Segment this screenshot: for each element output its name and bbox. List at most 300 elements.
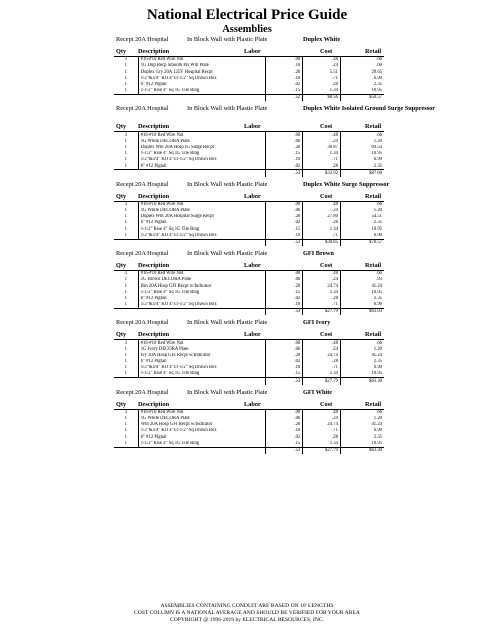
total-labor: .53 — [265, 309, 303, 316]
labor-cell: .00 — [265, 271, 303, 277]
description-cell: 6" #12 Pigtail — [138, 220, 265, 226]
total-row — [114, 378, 384, 385]
qty-cell: 1 — [114, 88, 138, 95]
retail-cell: 6.90 — [373, 157, 382, 163]
page-footer — [0, 603, 494, 624]
total-spacer — [114, 239, 138, 246]
cost-header: Cost — [320, 400, 333, 408]
qty-cell: 1 — [114, 428, 138, 434]
total-spacer — [114, 378, 138, 385]
mounting-type: In Block Wall with Plastic Plate — [187, 319, 268, 327]
qty-cell: 1 — [114, 145, 138, 151]
total-retail: $63.03 — [340, 309, 384, 316]
qty-cell: 1 — [114, 139, 138, 145]
column-header — [0, 47, 494, 57]
description-header: Description — [138, 400, 170, 408]
labor-cell: .10 — [265, 157, 303, 163]
qty-cell: 1 — [114, 233, 138, 240]
description-header: Description — [138, 261, 170, 269]
cost-cell: .28 — [303, 296, 341, 302]
description-cell: #16-#10 Red Wire Nut — [138, 271, 265, 277]
qty-cell: 3 — [114, 410, 138, 416]
section-header — [0, 105, 494, 122]
retail-cell: 10.95 — [371, 226, 382, 232]
receptacle-type: Recept 20A Hospital — [116, 105, 169, 113]
total-cost: $27.79 — [303, 378, 341, 385]
qty-cell: 3 — [114, 57, 138, 63]
labor-cell: .02 — [265, 434, 303, 440]
description-cell: 1G White DECORA Plate — [138, 208, 265, 214]
total-spacer — [114, 309, 138, 316]
total-labor: .53 — [265, 239, 303, 246]
cost-cell: 24.74 — [303, 353, 341, 359]
labor-cell: .06 — [265, 208, 303, 214]
retail-header: Retail — [365, 48, 382, 55]
table-row — [114, 163, 384, 170]
labor-cell: .02 — [265, 82, 303, 88]
section-header — [0, 250, 494, 261]
retail-cell: 2.35 — [373, 163, 382, 169]
receptacle-type: Recept 20A Hospital — [116, 180, 169, 188]
qty-cell: 1 — [114, 157, 138, 163]
items-table — [114, 57, 384, 101]
description-cell: 6" #12 Pigtail — [138, 163, 265, 170]
retail-cell: 29.65 — [371, 69, 382, 75]
description-cell: #16-#10 Red Wire Nut — [138, 57, 265, 63]
labor-cell: .20 — [265, 283, 303, 289]
qty-cell: 1 — [114, 296, 138, 302]
cost-cell: 24.74 — [303, 422, 341, 428]
assembly-name: Duplex White — [303, 36, 341, 43]
cost-cell: 5.51 — [303, 69, 341, 75]
retail-cell: 69.54 — [371, 144, 382, 150]
total-row — [114, 239, 384, 246]
retail-cell: .66 — [376, 132, 382, 138]
retail-cell: 41.24 — [371, 352, 382, 358]
cost-cell: .28 — [303, 82, 341, 88]
description-header: Description — [138, 331, 170, 339]
assembly-name: GFI White — [303, 388, 333, 396]
qty-cell: 1 — [114, 76, 138, 82]
assembly-section — [0, 181, 494, 250]
qty-cell: 1 — [114, 346, 138, 352]
footer-copyright: COPYRIGHT @ 1996-2019 by ELECTRICAL RESOURCES, INC. — [169, 617, 324, 623]
qty-header: Qty — [116, 48, 127, 55]
labor-cell: .20 — [265, 422, 303, 428]
description-cell: 1G Dup Recp Smooth Pls Wht Plate — [138, 63, 265, 69]
assembly-section — [0, 389, 494, 454]
qty-cell: 1 — [114, 277, 138, 283]
retail-cell: 10.95 — [371, 151, 382, 157]
retail-cell: 6.90 — [373, 302, 382, 308]
labor-cell: .02 — [265, 163, 303, 170]
cost-header: Cost — [320, 123, 333, 131]
total-labor: .53 — [265, 170, 303, 177]
retail-cell: 41.24 — [371, 422, 382, 428]
table-row — [114, 302, 384, 309]
description-header: Description — [138, 192, 170, 200]
total-cost: $30.85 — [303, 239, 341, 246]
qty-cell: 3 — [114, 340, 138, 346]
description-cell: 6" #12 Pigtail — [138, 434, 265, 440]
qty-cell: 1 — [114, 365, 138, 371]
total-row — [114, 447, 384, 454]
page-title: National Electrical Price Guide — [146, 7, 348, 23]
cost-cell: .48 — [303, 271, 341, 277]
section-header — [0, 319, 494, 330]
description-cell: Duplex Wht 20A Hosp IG Surge Recpt — [138, 145, 265, 151]
labor-cell: .20 — [265, 214, 303, 220]
description-cell: 1G White DECORA Plate — [138, 416, 265, 422]
qty-cell: 1 — [114, 353, 138, 359]
description-cell: 1/2"&3/4" KO 4"x1-1/2" Sq Drawn Box — [138, 302, 265, 309]
cost-cell: .28 — [303, 434, 341, 440]
labor-cell: .15 — [265, 290, 303, 296]
description-cell: #16-#10 Red Wire Nut — [138, 410, 265, 416]
total-spacer — [138, 309, 265, 316]
total-cost: $33.92 — [303, 170, 341, 177]
qty-cell: 1 — [114, 416, 138, 422]
qty-cell: 1 — [114, 226, 138, 232]
items-table — [114, 132, 384, 176]
cost-cell: .24 — [303, 139, 341, 145]
cost-cell: .71 — [303, 365, 341, 371]
cost-header: Cost — [320, 331, 333, 339]
description-cell: 1/2"&3/4" KO 4"x1-1/2" Sq Drawn Box — [138, 365, 265, 371]
retail-cell: 10.95 — [371, 371, 382, 377]
cost-cell: .71 — [303, 233, 341, 240]
labor-header: Labor — [244, 123, 261, 131]
qty-cell: 1 — [114, 359, 138, 365]
cost-cell: 1.34 — [303, 371, 341, 378]
retail-cell: .66 — [376, 201, 382, 207]
cost-cell: .48 — [303, 57, 341, 63]
description-cell: #16-#10 Red Wire Nut — [138, 202, 265, 208]
labor-cell: .10 — [265, 233, 303, 240]
retail-cell: 6.90 — [373, 365, 382, 371]
qty-header: Qty — [116, 261, 127, 269]
retail-header: Retail — [365, 261, 382, 269]
description-cell: 1/2"&3/4" KO 4"x1-1/2" Sq Drawn Box — [138, 76, 265, 82]
assembly-name: GFI Brown — [303, 249, 334, 257]
labor-cell: .02 — [265, 296, 303, 302]
column-header — [0, 192, 494, 202]
qty-cell: 1 — [114, 163, 138, 170]
description-cell: 1G Brown DECORA Plate — [138, 277, 265, 283]
retail-cell: 54.51 — [371, 214, 382, 220]
total-spacer — [138, 170, 265, 177]
total-retail: $63.30 — [340, 378, 384, 385]
labor-cell: .15 — [265, 151, 303, 157]
qty-cell: 1 — [114, 302, 138, 309]
total-labor: .53 — [265, 447, 303, 454]
section-header — [0, 36, 494, 47]
cost-cell: .48 — [303, 340, 341, 346]
description-cell: Duplex Gry 20A 125V Hospital Recpt — [138, 69, 265, 75]
total-spacer — [138, 95, 265, 102]
labor-header: Labor — [244, 192, 261, 200]
qty-cell: 1 — [114, 422, 138, 428]
cost-cell: .48 — [303, 202, 341, 208]
description-cell: 1-1/2" Rise 4" Sq 1G Tile Ring — [138, 151, 265, 157]
qty-cell: 1 — [114, 290, 138, 296]
mounting-type: In Block Wall with Plastic Plate — [187, 249, 268, 257]
description-header: Description — [138, 48, 170, 55]
total-spacer — [114, 170, 138, 177]
cost-cell: .28 — [303, 220, 341, 226]
retail-header: Retail — [365, 123, 382, 131]
qty-cell: 1 — [114, 208, 138, 214]
cost-cell: 1.34 — [303, 441, 341, 448]
total-retail: $76.57 — [340, 239, 384, 246]
page-subtitle: Assemblies — [222, 24, 272, 35]
qty-cell: 1 — [114, 63, 138, 69]
qty-header: Qty — [116, 331, 127, 339]
qty-header: Qty — [116, 400, 127, 408]
cost-cell: .28 — [303, 359, 341, 365]
cost-header: Cost — [320, 261, 333, 269]
mounting-type: In Block Wall with Plastic Plate — [187, 105, 268, 113]
items-table — [114, 410, 384, 454]
cost-cell: 24.74 — [303, 283, 341, 289]
retail-cell: 1.20 — [373, 138, 382, 144]
qty-cell: 1 — [114, 151, 138, 157]
retail-cell: 6.90 — [373, 232, 382, 238]
cost-cell: .71 — [303, 428, 341, 434]
total-labor: .53 — [265, 378, 303, 385]
retail-cell: 2.35 — [373, 434, 382, 440]
cost-cell: .24 — [303, 346, 341, 352]
cost-cell: .28 — [303, 163, 341, 170]
retail-cell: 1.20 — [373, 346, 382, 352]
retail-cell: 10.95 — [371, 88, 382, 94]
labor-cell: .06 — [265, 277, 303, 283]
assembly-section — [0, 250, 494, 319]
labor-cell: .00 — [265, 340, 303, 346]
cost-cell: 1.34 — [303, 88, 341, 95]
labor-cell: .02 — [265, 359, 303, 365]
assembly-section — [0, 36, 494, 105]
assembly-section — [0, 105, 494, 180]
receptacle-type: Recept 20A Hospital — [116, 319, 169, 327]
qty-cell: 1 — [114, 441, 138, 448]
description-cell: 1/2"&3/4" KO 4"x1-1/2" Sq Drawn Box — [138, 233, 265, 240]
description-cell: 6" #12 Pigtail — [138, 359, 265, 365]
description-cell: 1G White DECORA Plate — [138, 139, 265, 145]
retail-cell: 10.95 — [371, 289, 382, 295]
mounting-type: In Block Wall with Plastic Plate — [187, 180, 268, 188]
retail-cell: 1.20 — [373, 208, 382, 214]
labor-header: Labor — [244, 48, 261, 55]
description-cell: 6" #12 Pigtail — [138, 296, 265, 302]
retail-header: Retail — [365, 331, 382, 339]
cost-cell: .24 — [303, 277, 341, 283]
column-header — [0, 261, 494, 271]
total-cost: $8.56 — [303, 95, 341, 102]
labor-cell: .00 — [265, 57, 303, 63]
cost-cell: 27.80 — [303, 214, 341, 220]
cost-cell: 1.34 — [303, 151, 341, 157]
retail-cell: 2.35 — [373, 220, 382, 226]
column-header — [0, 330, 494, 340]
labor-cell: .10 — [265, 365, 303, 371]
qty-cell: 3 — [114, 202, 138, 208]
qty-cell: 3 — [114, 271, 138, 277]
cost-cell: 1.34 — [303, 290, 341, 296]
description-cell: Ivy 20A Hosp GFI Recpt w/Indicator — [138, 353, 265, 359]
labor-header: Labor — [244, 261, 261, 269]
column-header — [0, 122, 494, 132]
cost-cell: .24 — [303, 208, 341, 214]
labor-cell: .10 — [265, 63, 303, 69]
total-row — [114, 309, 384, 316]
labor-cell: .02 — [265, 220, 303, 226]
retail-header: Retail — [365, 400, 382, 408]
description-cell: 1-1/2" Rise 4" Sq 1G Tile Ring — [138, 371, 265, 378]
retail-cell: .93 — [376, 277, 382, 283]
assembly-name: Duplex White Surge Suppressor — [303, 180, 390, 188]
receptacle-type: Recept 20A Hospital — [116, 388, 169, 396]
table-row — [114, 371, 384, 378]
total-retail: $50.57 — [340, 95, 384, 102]
description-cell: 1/2"&3/4" KO 4"x1-1/2" Sq Drawn Box — [138, 157, 265, 163]
labor-cell: .00 — [265, 132, 303, 138]
assembly-section — [0, 319, 494, 388]
total-retail: $63.30 — [340, 447, 384, 454]
assembly-name: Duplex White Isolated Ground Surge Suppressor — [303, 105, 436, 113]
retail-header: Retail — [365, 192, 382, 200]
cost-cell: .71 — [303, 157, 341, 163]
description-header: Description — [138, 123, 170, 131]
items-table — [114, 340, 384, 384]
description-cell: 6" #12 Pigtail — [138, 82, 265, 88]
column-header — [0, 400, 494, 410]
cost-cell: .48 — [303, 410, 341, 416]
total-spacer — [138, 378, 265, 385]
qty-header: Qty — [116, 192, 127, 200]
qty-cell: 1 — [114, 371, 138, 378]
total-row — [114, 95, 384, 102]
retail-cell: .66 — [376, 340, 382, 346]
total-row — [114, 170, 384, 177]
labor-cell: .10 — [265, 302, 303, 309]
assembly-sections — [0, 36, 494, 454]
cost-cell: .24 — [303, 63, 341, 69]
retail-cell: 2.35 — [373, 359, 382, 365]
description-cell: 1-1/2" Rise 4" Sq 1G Tile Ring — [138, 290, 265, 296]
total-spacer — [138, 447, 265, 454]
retail-cell: .66 — [376, 409, 382, 415]
labor-cell: .10 — [265, 428, 303, 434]
labor-header: Labor — [244, 400, 261, 408]
receptacle-type: Recept 20A Hospital — [116, 249, 169, 257]
items-table — [114, 271, 384, 315]
cost-cell: .48 — [303, 132, 341, 138]
qty-cell: 1 — [114, 82, 138, 88]
cost-cell: 1.34 — [303, 226, 341, 232]
qty-cell: 1 — [114, 214, 138, 220]
items-table — [114, 202, 384, 246]
table-row — [114, 88, 384, 95]
total-labor: .52 — [265, 95, 303, 102]
retail-cell: 2.35 — [373, 295, 382, 301]
section-header — [0, 181, 494, 192]
retail-cell: 6.90 — [373, 428, 382, 434]
qty-cell: 1 — [114, 283, 138, 289]
cost-header: Cost — [320, 192, 333, 200]
labor-cell: .15 — [265, 88, 303, 95]
labor-cell: .20 — [265, 69, 303, 75]
labor-cell: .20 — [265, 353, 303, 359]
qty-cell: 3 — [114, 132, 138, 138]
receptacle-type: Recept 20A Hospital — [116, 36, 169, 43]
qty-header: Qty — [116, 123, 127, 131]
qty-cell: 1 — [114, 434, 138, 440]
description-cell: Wht 20A Hosp GFI Recpt w/Indicator — [138, 422, 265, 428]
retail-cell: 1.20 — [373, 416, 382, 422]
total-cost: $27.79 — [303, 447, 341, 454]
retail-cell: .66 — [376, 57, 382, 63]
description-cell: 1-1/2" Rise 4" Sq 1G Tile Ring — [138, 88, 265, 95]
retail-cell: 10.95 — [371, 440, 382, 446]
total-spacer — [114, 447, 138, 454]
labor-cell: .06 — [265, 416, 303, 422]
qty-cell: 1 — [114, 69, 138, 75]
labor-cell: .10 — [265, 76, 303, 82]
description-cell: 1-1/2" Rise 4" Sq 1G Tile Ring — [138, 441, 265, 448]
total-retail: $87.60 — [340, 170, 384, 177]
retail-cell: 2.35 — [373, 82, 382, 88]
retail-cell: 6.90 — [373, 75, 382, 81]
retail-cell: 41.24 — [371, 283, 382, 289]
table-row — [114, 441, 384, 448]
labor-cell: .06 — [265, 139, 303, 145]
section-header — [0, 389, 494, 400]
total-spacer — [114, 95, 138, 102]
cost-cell: 30.87 — [303, 145, 341, 151]
description-cell: #16-#10 Red Wire Nut — [138, 340, 265, 346]
cost-cell: .71 — [303, 76, 341, 82]
description-cell: Duplex Wht 20A Hospital Surge Recpt — [138, 214, 265, 220]
description-cell: 1G Ivory DECORA Plate — [138, 346, 265, 352]
retail-cell: .66 — [376, 271, 382, 277]
description-cell: 1-1/2" Rise 4" Sq 1G Tile Ring — [138, 226, 265, 232]
cost-cell: .71 — [303, 302, 341, 309]
labor-cell: .20 — [265, 145, 303, 151]
labor-cell: .06 — [265, 346, 303, 352]
qty-cell: 1 — [114, 220, 138, 226]
labor-header: Labor — [244, 331, 261, 339]
total-cost: $27.79 — [303, 309, 341, 316]
mounting-type: In Block Wall with Plastic Plate — [187, 36, 268, 43]
footer-note-conduit: ASSEMBLIES CONTAINING CONDUIT ARE BASED ON 10' LENGTHS — [160, 603, 334, 609]
description-cell: 1/2"&3/4" KO 4"x1-1/2" Sq Drawn Box — [138, 428, 265, 434]
retail-cell: .60 — [376, 63, 382, 69]
description-cell: Brn 20A Hosp GFI Recpt w/Indicator — [138, 283, 265, 289]
labor-cell: .15 — [265, 226, 303, 232]
description-cell: #16-#10 Red Wire Nut — [138, 132, 265, 138]
labor-cell: .00 — [265, 202, 303, 208]
labor-cell: .15 — [265, 371, 303, 378]
assembly-name: GFI Ivory — [303, 319, 331, 327]
total-spacer — [138, 239, 265, 246]
cost-header: Cost — [320, 48, 333, 55]
mounting-type: In Block Wall with Plastic Plate — [187, 388, 268, 396]
table-row — [114, 233, 384, 240]
labor-cell: .00 — [265, 410, 303, 416]
footer-note-cost: COST COLUMN IS A NATIONAL AVERAGE AND SHOULD BE VERIFIED FOR YOUR AREA — [134, 610, 360, 616]
labor-cell: .15 — [265, 441, 303, 448]
